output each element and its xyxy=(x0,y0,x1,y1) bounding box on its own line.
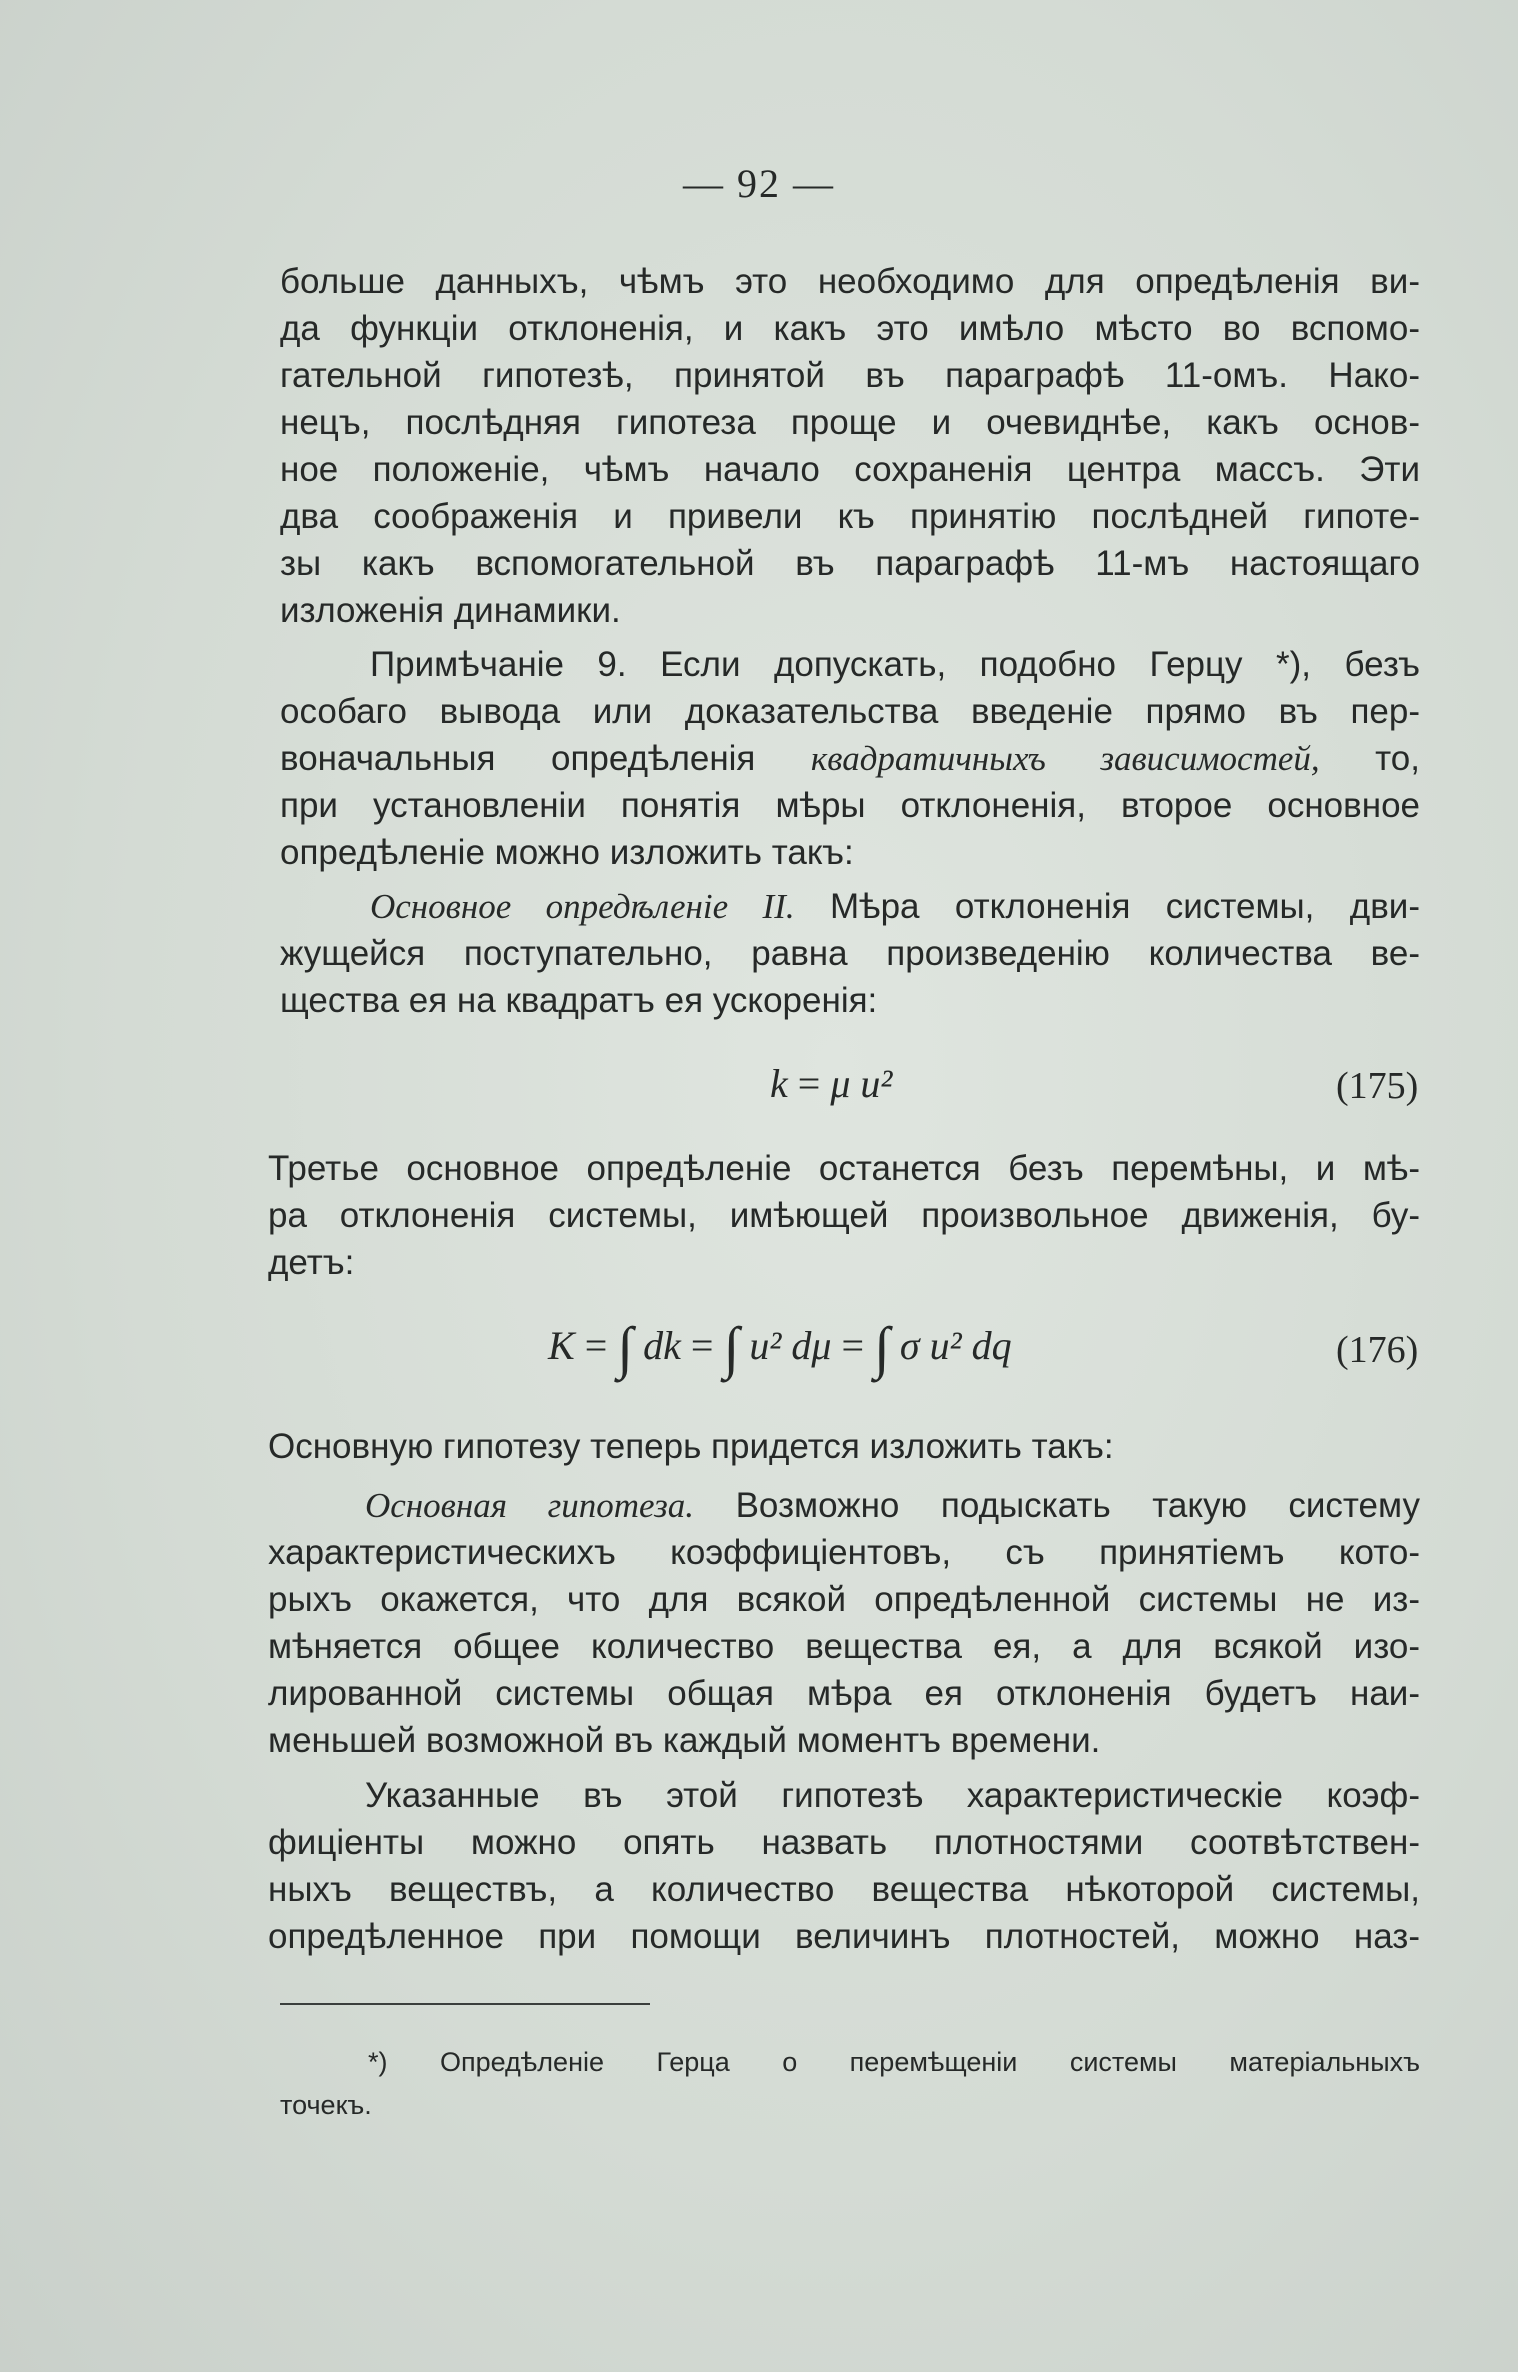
text-line: два соображенія и привели къ принятію послѣдней гипоте- xyxy=(280,497,1420,536)
equation-175 xyxy=(770,1056,892,1112)
text-line: изложенія динамики. xyxy=(280,591,621,630)
definition-2-text: Мѣра отклоненія системы, дви- xyxy=(829,887,1420,926)
text-line: Указанные въ этой гипотезѣ характеристическіе коэф- xyxy=(365,1776,1420,1815)
footnote-line: *) Опредѣленіе Герца о перемѣщеніи системы матеріальныхъ xyxy=(368,2047,1420,2077)
eq-176-term-1: dk xyxy=(643,1323,681,1368)
integral-sign: ∫ xyxy=(874,1315,890,1380)
text-line: да функціи отклоненія, и какъ это имѣло мѣсто во вспомо- xyxy=(280,309,1420,348)
text-line: гательной гипотезѣ, принятой въ параграфѣ 11-омъ. Нако- xyxy=(280,356,1420,395)
text-line: больше данныхъ, чѣмъ это необходимо для опредѣленія ви- xyxy=(280,262,1420,301)
hypothesis-line: характеристическихъ коэффиціентовъ, съ принятіемъ кото- xyxy=(268,1533,1420,1572)
note-9-line: опредѣленіе можно изложить такъ: xyxy=(280,833,854,872)
hypothesis-line: рыхъ окажется, что для всякой опредѣленной системы не из- xyxy=(268,1580,1420,1619)
text-line: Третье основное опредѣленіе останется безъ перемѣны, и мѣ- xyxy=(268,1149,1420,1188)
hypothesis-intro: Основную гипотезу теперь придется изложить такъ: xyxy=(268,1427,1114,1466)
hypothesis-line xyxy=(365,1483,1420,1529)
note-9-line: при установленіи понятія мѣры отклоненія, второе основное xyxy=(280,786,1420,825)
text-line: фиціенты можно опять назвать плотностями соотвѣтствен- xyxy=(268,1823,1420,1862)
text-line: ра отклоненія системы, имѣющей произвольное движенія, бу- xyxy=(268,1196,1420,1235)
note-9-text: воначальныя опредѣленія xyxy=(280,739,756,778)
eq-176-term-3: σ u² dq xyxy=(899,1323,1012,1368)
definition-2-title: Основное опредѣленіе II. xyxy=(370,887,795,926)
note-9-text: то, xyxy=(1375,739,1420,778)
text-line: ное положеніе, чѣмъ начало сохраненія центра массъ. Эти xyxy=(280,450,1420,489)
definition-2-line: жущейся поступательно, равна произведенію количества ве- xyxy=(280,934,1420,973)
note-9-italic-term: квадратичныхъ зависимостей, xyxy=(810,739,1320,778)
hypothesis-line: меньшей возможной въ каждый моментъ времени. xyxy=(268,1721,1101,1760)
eq-175-rhs: μ u² xyxy=(830,1061,893,1106)
equation-176 xyxy=(548,1315,1012,1380)
definition-2-line xyxy=(370,884,1420,930)
page-number: — 92 — xyxy=(683,161,835,206)
integral-sign: ∫ xyxy=(617,1315,634,1380)
eq-175-equals: = xyxy=(797,1061,821,1106)
text-line: опредѣленное при помощи величинъ плотностей, можно наз- xyxy=(268,1917,1420,1956)
equation-176-number: (176) xyxy=(1336,1329,1419,1371)
note-9-line: особаго вывода или доказательства введеніе прямо въ пер- xyxy=(280,692,1420,731)
footnote-line: точекъ. xyxy=(280,2090,372,2120)
hypothesis-text: Возможно подыскать такую систему xyxy=(735,1486,1420,1525)
text-line: детъ: xyxy=(268,1243,355,1282)
eq-176-equals: = xyxy=(690,1323,714,1368)
text-line: зы какъ вспомогательной въ параграфѣ 11-мъ настоящаго xyxy=(280,544,1420,583)
hypothesis-line: лированной системы общая мѣра ея отклоненія будетъ наи- xyxy=(268,1674,1420,1713)
text-line: нецъ, послѣдняя гипотеза проще и очевиднѣе, какъ основ- xyxy=(280,403,1420,442)
eq-176-equals: = xyxy=(584,1323,608,1368)
eq-175-lhs: k xyxy=(770,1061,788,1106)
hypothesis-title: Основная гипотеза. xyxy=(365,1486,694,1525)
footnote-divider xyxy=(280,2003,650,2005)
integral-sign: ∫ xyxy=(723,1315,740,1380)
eq-176-lhs: K xyxy=(548,1323,575,1368)
eq-176-equals: = xyxy=(841,1323,864,1368)
eq-176-term-2: u² dμ xyxy=(749,1323,832,1368)
definition-2-line: щества ея на квадратъ ея ускоренія: xyxy=(280,981,878,1020)
hypothesis-line: мѣняется общее количество вещества ея, а для всякой изо- xyxy=(268,1627,1420,1666)
note-9-line: Примѣчаніе 9. Если допускать, подобно Герцу *), безъ xyxy=(370,645,1420,684)
equation-175-number: (175) xyxy=(1336,1065,1419,1107)
text-line: ныхъ веществъ, а количество вещества нѣкоторой системы, xyxy=(268,1870,1420,1909)
note-9-line xyxy=(280,736,1420,782)
